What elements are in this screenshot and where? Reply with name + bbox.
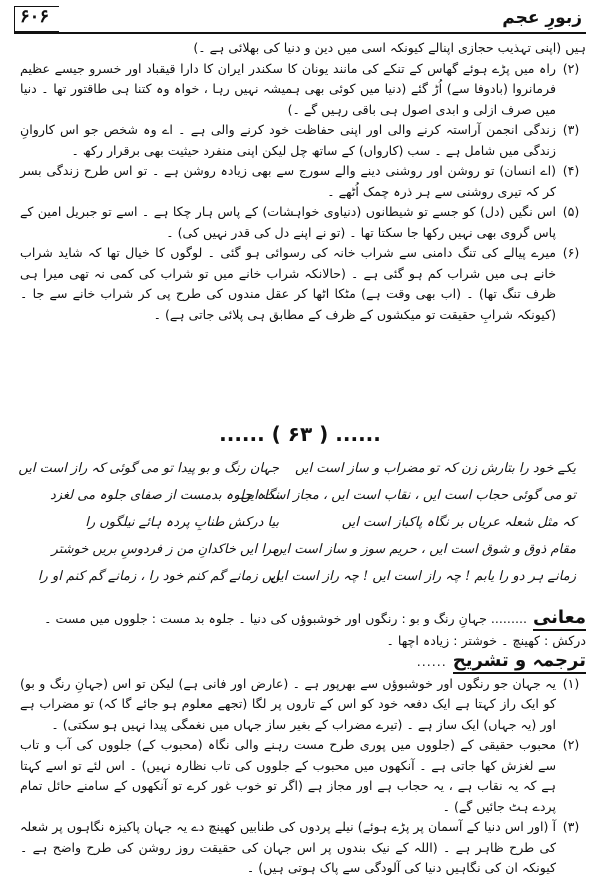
section-marker: ...... ( ۶۳ ) ......: [219, 422, 381, 446]
verse-line: مقام ذوق و شوق است ایں ، حریم سوز و ساز است ایں: [272, 542, 576, 557]
item-text: راہ میں پڑے ہوئے گھاس کے تنکے کی مانند یونان کا سکندر ایران کا دارا قیقباد اور خسرو جیسے عظیم فرمانروا (بادوفا سے) اُڑ گئے (دنیا میں کوئی بھی ہمیشہ نہیں رہا ، خواہ وہ کتنا ہی طاقتور تھا ۔ دنیا میں صرف ازلی و ابدی اصول ہی باقی رہیں گے ۔): [20, 60, 556, 117]
translation-item: [20, 735, 586, 817]
item-number: (۳): [562, 122, 580, 137]
glossary-heading: معانی: [533, 608, 586, 631]
intro-line: ہیں (اپنی تہذیب حجازی اپنالے کیونکہ اسی میں دین و دنیا کی بھلائی ہے ۔): [193, 40, 586, 55]
item-number: (۱): [562, 675, 580, 691]
poem-right-column: [18, 455, 279, 605]
verse-line: تو می گوئی حجاب است ایں ، نقاب است ایں ، مجاز است ایں: [240, 488, 576, 503]
item-number: (۵): [562, 204, 580, 219]
item-number: (۴): [562, 163, 580, 178]
item-text: میرے پیالے کی تنگ دامنی سے شراب خانہ کی رسوائی ہو گئی ۔ لوگوں کا خیال تھا کہ شاید شراب خانے ہی میں شراب کم ہو گئی ہے ۔ (حالانکہ شراب خانے میں تو شراب کی کمی نہ تھی میرا ہی ظرف تنگ تھا) ۔ (اب بھی وقت ہے) مٹکا اٹھا کر عقل مندوں کی طرح پی کر شراب خانے سے جا ۔ (کیونکہ شرابِ حقیقت تو میکشوں کے ظرف کے مطابق ہی پلائی جاتی ہے) ۔: [20, 245, 556, 322]
poem-left-column: [240, 455, 576, 605]
verse-line: یکے خود را بتارش زن کہ تو مضراب و ساز است ایں: [295, 461, 576, 476]
translation-dots: ......: [416, 654, 447, 669]
commentary-item: [20, 202, 586, 243]
verse-line: جہان رنگ و بو پیدا تو می گوئی کہ راز است ایں: [18, 461, 279, 476]
item-text: زندگی انجمن آراستہ کرنے والی اور اپنی حفاظت خود کرنے والی ہے ۔ اے وہ شخص جو اس کاروانِ زندگی میں شامل ہے ۔ سب (کارواں) کے ساتھ چل لیکن اپنی منفرد حیثیت بھی برقرار رکھ ۔: [20, 122, 556, 158]
glossary-dots: .........: [490, 611, 527, 626]
item-text: محبوب حقیقی کے (جلووں میں پوری طرح مست رہنے والی نگاہ (محبوب کے) جلووں کی آب و تاب سے لغزش کھا جاتی ہے ۔ آنکھوں میں محبوب کے جلووں کی تاب نظارہ نہیں) ۔ اس لئے تو اسے کہتا ہے کہ یہ نقاب ہے ، یہ حجاب ہے اور مجاز ہے (اگر تو خوب غور کرے تو آنکھوں کے سامنے حائل تمام پردے ہٹ جائیں گے) ۔: [20, 737, 556, 814]
verse-line: ایں زمانے گم کنم خود را ، زمانے گم کنم او را: [37, 569, 279, 584]
item-number: (۲): [562, 737, 580, 752]
translation-heading-row: [20, 651, 586, 674]
glossary-text: جہانِ رنگ و بو : رنگوں اور خوشبوؤں کی دنیا ۔ جلوہ بد مست : جلووں میں مست ۔ درکش : کھینچ ۔ خوشتر : زیادہ اچھا ۔: [44, 611, 586, 648]
item-text: یہ جہان جو رنگوں اور خوشبوؤں سے بھرپور ہے ۔ (عارض اور فانی ہے) لیکن تو اس (جہانِ رنگ و بو) کو ایک راز کہتا ہے ایک دفعہ خود کو اس کے تاروں پر لگا (تجھے معلوم ہو جائے گا کہ) تو مضراب ہے اور (یہ جہاں) ایک ساز ہے ۔ (تیرے مضراب کے بغیر ساز جہاں میں نغمگی پیدا نہیں ہو سکتی) ۔: [20, 675, 556, 732]
translation-item: [20, 817, 586, 879]
translation-heading: ترجمہ و تشریح: [453, 651, 586, 674]
verse-line: بیا درکش طنابِ پردہ ہائے نیلگوں را: [85, 515, 279, 530]
item-text: آ (اور اس دنیا کے آسمان پر پڑے ہوئے) نیلے پردوں کی طنابیں کھینچ دے یہ جہان پاکیزہ نگاہوں پر شعلہ کی طرح ظاہر ہے ۔ (اللہ کے نیک بندوں پر اس جہان کی حقیقت روز روشن کی طرح واضح ہے ۔ کیونکہ ان کی نگاہیں دنیا کی آلودگی سے پاک ہوتی ہیں) ۔: [20, 819, 556, 875]
glossary-and-translation: [20, 608, 586, 879]
commentary-item: [20, 120, 586, 161]
persian-poem: [18, 455, 576, 605]
item-number: (۲): [562, 60, 580, 76]
commentary-item: [20, 243, 586, 325]
item-number: (۶): [562, 245, 580, 260]
item-text: اس نگیں (دل) کو جسے تو شیطانوں (دنیاوی خواہشات) کے پاس ہار چکا ہے ۔ اسے تو جبریل امین کے پاس گروی بھی نہیں رکھا جا سکتا تھا ۔ (تو نے اپنے دل کی قدر نہیں کی) ۔: [20, 204, 556, 240]
verse-line: زمانے ہر دو را یابم ! چہ راز است ایں ! چہ راز است ایں: [270, 569, 576, 584]
verse-line: نگاہ جلوہ بدمست از صفای جلوہ می لغزد: [49, 488, 279, 503]
commentary-item: [20, 161, 586, 202]
commentary-top: [20, 38, 586, 325]
item-number: (۳): [562, 819, 580, 834]
verse-line: مرا ایں خاکدانِ من ز فردوسِ بریں خوشتر: [51, 542, 279, 557]
item-text: (اے انسان) تو روشن اور روشنی دینے والے سورج سے بھی زیادہ روشن ہے ۔ تو اس طرح زندگی بسر کر کہ تیری روشنی سے ہر ذرہ چمک اُٹھے ۔: [20, 163, 556, 199]
commentary-item: [20, 59, 586, 121]
verse-line: کہ مثل شعلہ عریاں بر نگاہ پاکباز است ایں: [341, 515, 576, 530]
translation-item: [20, 674, 586, 736]
running-title: زبورِ عجم: [502, 8, 582, 28]
page-header: [14, 6, 586, 34]
glossary: [20, 608, 586, 651]
page-number: ۶۰۶: [20, 6, 50, 27]
